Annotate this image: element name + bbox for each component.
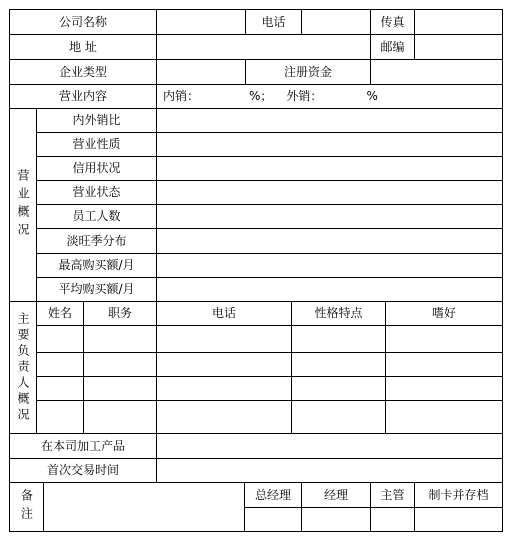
principal-phone-cell[interactable] <box>156 325 292 353</box>
principal-phone-cell[interactable] <box>156 400 292 434</box>
postcode-field[interactable] <box>414 34 503 60</box>
fax-label: 传真 <box>370 9 415 35</box>
domestic-label: 内销： <box>163 89 200 104</box>
overview-row-label: 营业状态 <box>36 180 157 205</box>
export-unit: % <box>366 89 378 104</box>
overview-row-label: 最高购买额/月 <box>36 253 157 278</box>
company-name-label: 公司名称 <box>9 9 157 35</box>
postcode-label: 邮编 <box>370 34 415 60</box>
phone-label: 电话 <box>245 9 302 35</box>
principal-title-cell[interactable] <box>83 400 157 434</box>
principals-header-name: 姓名 <box>36 301 84 326</box>
business-overview-title-text: 营业概况 <box>16 169 30 241</box>
signoff-supervisor-label: 主管 <box>370 482 415 508</box>
overview-row-label: 员工人数 <box>36 204 157 229</box>
principal-phone-cell[interactable] <box>156 352 292 377</box>
signoff-filing-field[interactable] <box>414 507 503 532</box>
principal-personality-cell[interactable] <box>291 400 386 434</box>
principals-header-personality: 性格特点 <box>291 301 386 326</box>
principal-name-cell[interactable] <box>36 352 84 377</box>
export-label: 外销： <box>286 89 323 104</box>
phone-field[interactable] <box>301 9 371 35</box>
principal-title-cell[interactable] <box>83 325 157 353</box>
principal-name-cell[interactable] <box>36 325 84 353</box>
overview-row-field[interactable] <box>156 277 503 302</box>
remarks-label <box>9 482 44 532</box>
first-trade-label: 首次交易时间 <box>9 458 157 483</box>
registered-capital-field[interactable] <box>370 59 503 85</box>
principal-title-cell[interactable] <box>83 352 157 377</box>
principal-hobby-cell[interactable] <box>385 400 503 434</box>
business-overview-title <box>9 108 37 302</box>
company-type-label: 企业类型 <box>9 59 157 85</box>
remarks-label-text: 备注 <box>19 489 34 525</box>
principal-personality-cell[interactable] <box>291 376 386 401</box>
products-label: 在本司加工产品 <box>9 433 157 459</box>
domestic-unit: %； <box>249 89 273 104</box>
overview-row-label: 营业性质 <box>36 132 157 157</box>
overview-row-field[interactable] <box>156 180 503 205</box>
business-content-label: 营业内容 <box>9 84 157 109</box>
company-type-field[interactable] <box>156 59 246 85</box>
principal-hobby-cell[interactable] <box>385 376 503 401</box>
overview-row-label: 平均购买额/月 <box>36 277 157 302</box>
principal-name-cell[interactable] <box>36 400 84 434</box>
principals-title <box>9 301 37 434</box>
address-label <box>9 34 157 60</box>
principal-personality-cell[interactable] <box>291 325 386 353</box>
overview-row-label: 淡旺季分布 <box>36 228 157 254</box>
principals-header-hobby: 嗜好 <box>385 301 503 326</box>
overview-row-field[interactable] <box>156 132 503 157</box>
overview-row-label: 内外销比 <box>36 108 157 133</box>
principals-header-title: 职务 <box>83 301 157 326</box>
address-field[interactable] <box>156 34 371 60</box>
signoff-manager-label: 经理 <box>301 482 371 508</box>
overview-row-field[interactable] <box>156 108 503 133</box>
principal-title-cell[interactable] <box>83 376 157 401</box>
sales-ratio-field[interactable] <box>156 84 503 109</box>
signoff-manager-field[interactable] <box>301 507 371 532</box>
principal-phone-cell[interactable] <box>156 376 292 401</box>
overview-row-field[interactable] <box>156 156 503 181</box>
principals-header-phone: 电话 <box>156 301 292 326</box>
company-name-field[interactable] <box>156 9 246 35</box>
overview-row-label: 信用状况 <box>36 156 157 181</box>
principal-hobby-cell[interactable] <box>385 325 503 353</box>
fax-field[interactable] <box>414 9 503 35</box>
first-trade-field[interactable] <box>156 458 503 483</box>
remarks-field[interactable] <box>43 482 245 532</box>
principal-name-cell[interactable] <box>36 376 84 401</box>
overview-row-field[interactable] <box>156 228 503 254</box>
signoff-filing-label: 制卡并存档 <box>414 482 503 508</box>
principals-title-text: 主要负责人概况 <box>16 311 30 424</box>
principal-hobby-cell[interactable] <box>385 352 503 377</box>
overview-row-field[interactable] <box>156 204 503 229</box>
signoff-general-manager-label: 总经理 <box>244 482 302 508</box>
signoff-general-manager-field[interactable] <box>244 507 302 532</box>
products-field[interactable] <box>156 433 503 459</box>
principal-personality-cell[interactable] <box>291 352 386 377</box>
signoff-supervisor-field[interactable] <box>370 507 415 532</box>
overview-row-field[interactable] <box>156 253 503 278</box>
registered-capital-label: 注册资金 <box>245 59 371 85</box>
address-label-text: 地 址 <box>69 39 97 54</box>
